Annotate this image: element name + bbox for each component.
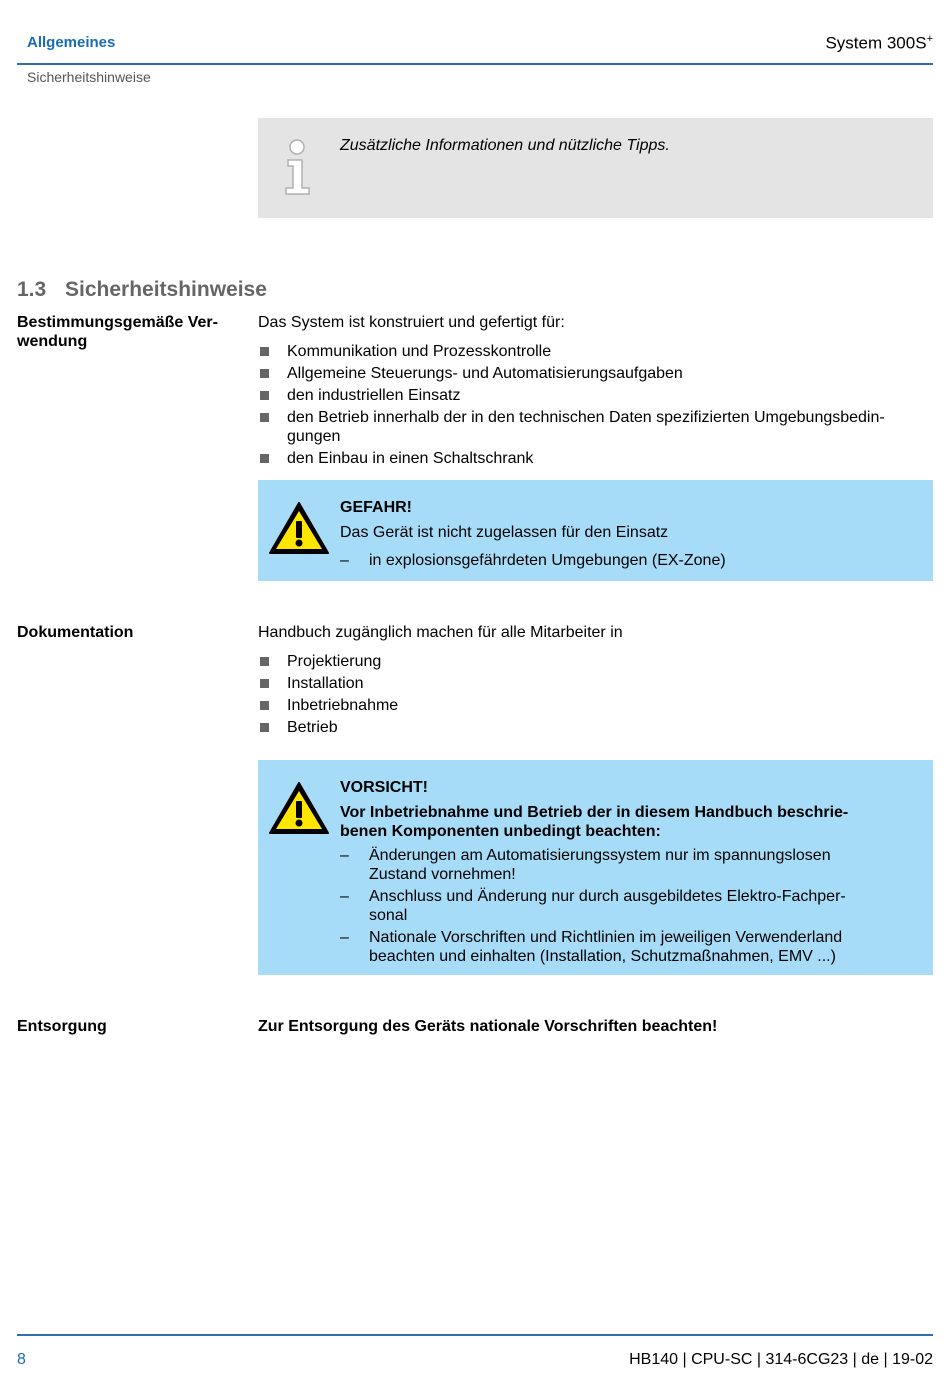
dokumentation-label: Dokumentation bbox=[17, 624, 134, 641]
list-item-text: den industriellen Einsatz bbox=[287, 387, 461, 404]
bullet-square bbox=[260, 723, 269, 732]
dokumentation-intro: Handbuch zugänglich machen für alle Mitarbeiter in bbox=[258, 624, 623, 641]
bullet-square bbox=[260, 454, 269, 463]
warning-icon bbox=[267, 500, 331, 556]
caution-box bbox=[258, 760, 933, 975]
list-item-text: Projektierung bbox=[287, 653, 382, 670]
bullet-square bbox=[260, 413, 269, 422]
bestimmung-label: Bestimmungsgemäße Ver- wendung bbox=[17, 314, 218, 350]
list-item bbox=[340, 887, 920, 925]
entsorgung-text: Zur Entsorgung des Geräts nationale Vorschriften beachten! bbox=[258, 1018, 718, 1035]
dash-bullet: – bbox=[340, 552, 349, 569]
list-item bbox=[258, 674, 928, 693]
caution-list bbox=[340, 846, 920, 969]
danger-text: Das Gerät ist nicht zugelassen für den Einsatz bbox=[340, 524, 669, 541]
entsorgung-label: Entsorgung bbox=[17, 1018, 107, 1035]
danger-list bbox=[340, 551, 920, 573]
page-number: 8 bbox=[17, 1351, 26, 1368]
list-item bbox=[258, 364, 928, 383]
list-item bbox=[340, 928, 920, 966]
section-number: 1.3 bbox=[17, 278, 47, 301]
list-item-text: den Betrieb innerhalb der in den technischen Daten spezifizierten Umgebungsbedin- gungen bbox=[287, 409, 885, 445]
list-item-text: den Einbau in einen Schaltschrank bbox=[287, 450, 534, 467]
list-item-text: Nationale Vorschriften und Richtlinien im jeweiligen Verwenderland beachten und einhalten (Installation, Schutzmaßnahmen, EMV ...) bbox=[369, 929, 843, 965]
warning-icon bbox=[267, 780, 331, 836]
list-item bbox=[340, 846, 920, 884]
list-item bbox=[340, 551, 920, 570]
info-box bbox=[258, 118, 933, 218]
bullet-square bbox=[260, 369, 269, 378]
list-item-text: Anschluss und Änderung nur durch ausgebildetes Elektro-Fachper- sonal bbox=[369, 888, 846, 924]
list-item-text: Installation bbox=[287, 675, 364, 692]
list-item-text: Änderungen am Automatisierungssystem nur im spannungslosen Zustand vornehmen! bbox=[369, 847, 831, 883]
footer-divider bbox=[17, 1334, 933, 1336]
list-item bbox=[258, 449, 928, 468]
bullet-square bbox=[260, 391, 269, 400]
header-product-name bbox=[825, 33, 933, 54]
dash-bullet: – bbox=[340, 888, 349, 905]
bestimmung-list bbox=[258, 342, 928, 471]
dash-bullet: – bbox=[340, 847, 349, 864]
document-reference: HB140 | CPU-SC | 314-6CG23 | de | 19-02 bbox=[629, 1351, 933, 1368]
header-subsection: Sicherheitshinweise bbox=[27, 69, 151, 85]
list-item-text: Allgemeine Steuerungs- und Automatisierungsaufgaben bbox=[287, 365, 683, 382]
list-item-text: in explosionsgefährdeten Umgebungen (EX-Zone) bbox=[369, 552, 726, 569]
section-title: Sicherheitshinweise bbox=[65, 278, 267, 301]
dash-bullet: – bbox=[340, 929, 349, 946]
list-item bbox=[258, 696, 928, 715]
list-item bbox=[258, 386, 928, 405]
bullet-square bbox=[260, 347, 269, 356]
bullet-square bbox=[260, 679, 269, 688]
danger-box bbox=[258, 480, 933, 581]
list-item bbox=[258, 408, 928, 446]
product-name: System 300S bbox=[825, 33, 927, 53]
danger-title: GEFAHR! bbox=[340, 499, 412, 516]
list-item bbox=[258, 652, 928, 671]
info-icon bbox=[282, 138, 316, 196]
section-heading bbox=[17, 278, 267, 302]
dokumentation-list bbox=[258, 652, 928, 740]
list-item-text: Inbetriebnahme bbox=[287, 697, 399, 714]
bullet-square bbox=[260, 701, 269, 710]
product-sup: + bbox=[926, 33, 933, 45]
bestimmung-intro: Das System ist konstruiert und gefertigt für: bbox=[258, 314, 565, 331]
caution-text: Vor Inbetriebnahme und Betrieb der in diesem Handbuch beschrie- benen Komponenten unbedingt beachten: bbox=[340, 804, 849, 840]
list-item-text: Betrieb bbox=[287, 719, 338, 736]
bullet-square bbox=[260, 657, 269, 666]
info-text: Zusätzliche Informationen und nützliche Tipps. bbox=[340, 137, 670, 154]
header-divider bbox=[17, 63, 933, 65]
list-item bbox=[258, 718, 928, 737]
header-section-title: Allgemeines bbox=[27, 34, 116, 51]
caution-title: VORSICHT! bbox=[340, 779, 428, 796]
list-item bbox=[258, 342, 928, 361]
list-item-text: Kommunikation und Prozesskontrolle bbox=[287, 343, 552, 360]
